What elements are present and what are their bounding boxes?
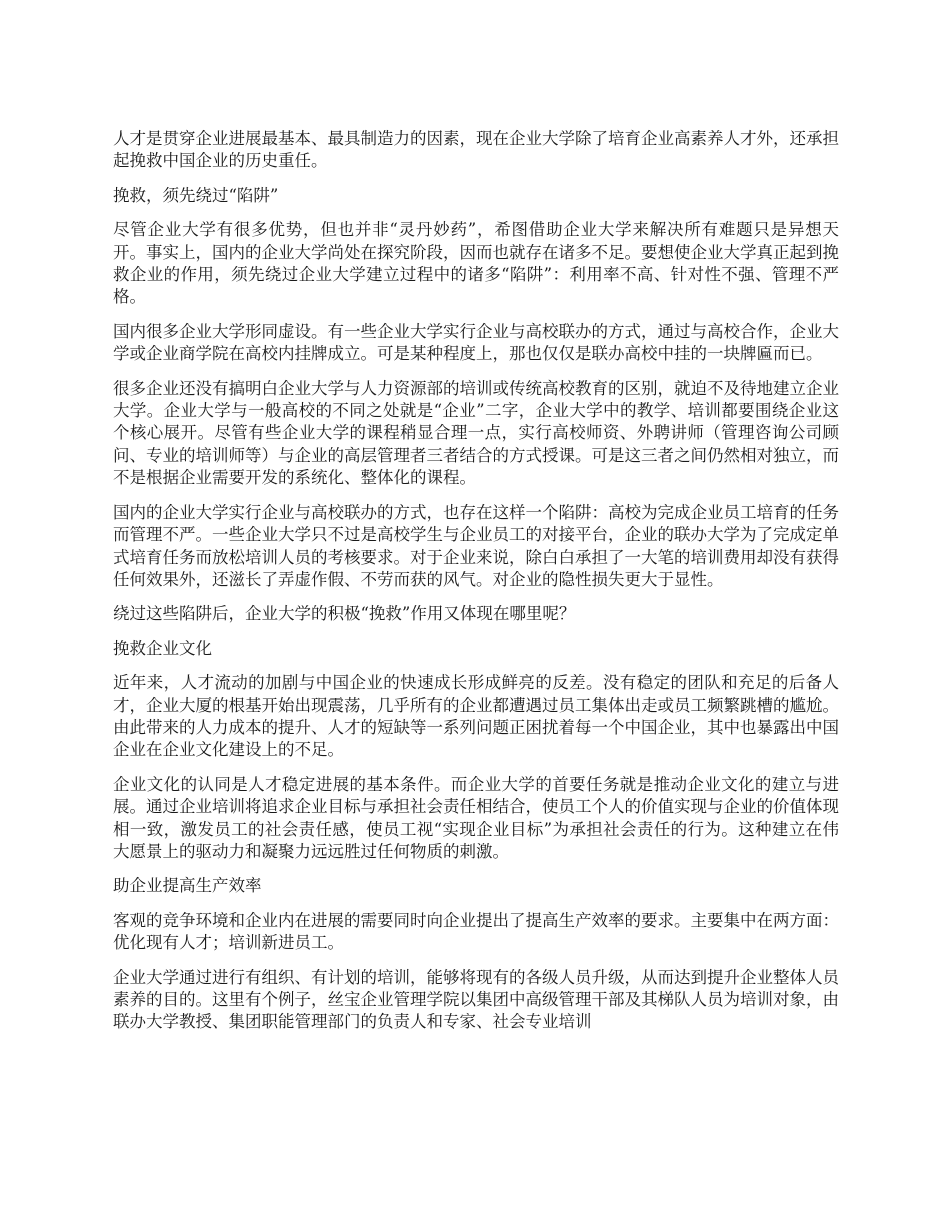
paragraph: 国内很多企业大学形同虚设。有一些企业大学实行企业与高校联办的方式，通过与高校合作，企业大学或企业商学院在高校内挂牌成立。可是某种程度上，那也仅仅是联办高校中挂的一块牌匾而已。 <box>113 321 839 364</box>
paragraph: 企业大学通过进行有组织、有计划的培训，能够将现有的各级人员升级，从而达到提升企业整体人员素养的目的。这里有个例子，丝宝企业管理学院以集团中高级管理干部及其梯队人员为培训对象，由联办大学教授、集团职能管理部门的负责人和专家、社会专业培训 <box>113 967 839 1032</box>
paragraph: 企业文化的认同是人才稳定进展的基本条件。而企业大学的首要任务就是推动企业文化的建立与进展。通过企业培训将追求企业目标与承担社会责任相结合，使员工个人的价值实现与企业的价值体现相一致，激发员工的社会责任感，使员工视“实现企业目标”为承担社会责任的行为。这种建立在伟大愿景上的驱动力和凝聚力远远胜过任何物质的刺激。 <box>113 774 839 861</box>
paragraph: 国内的企业大学实行企业与高校联办的方式，也存在这样一个陷阱：高校为完成企业员工培育的任务而管理不严。一些企业大学只不过是高校学生与企业员工的对接平台，企业的联办大学为了完成定单式培育任务而放松培训人员的考核要求。对于企业来说，除白白承担了一大笔的培训费用却没有获得任何效果外，还滋长了弄虚作假、不劳而获的风气。对企业的隐性损失更大于显性。 <box>113 502 839 589</box>
paragraph: 尽管企业大学有很多优势，但也并非“灵丹妙药”，希图借助企业大学来解决所有难题只是异想天开。事实上，国内的企业大学尚处在探究阶段，因而也就存在诸多不足。要想使企业大学真正起到挽救企业的作用，须先绕过企业大学建立过程中的诸多“陷阱”：利用率不高、针对性不强、管理不严格。 <box>113 220 839 307</box>
section-heading: 助企业提高生产效率 <box>113 876 262 896</box>
paragraph: 近年来，人才流动的加剧与中国企业的快速成长形成鲜亮的反差。没有稳定的团队和充足的后备人才，企业大厦的根基开始出现震荡，几乎所有的企业都遭遇过员工集体出走或员工频繁跳槽的尴尬。由此带来的人力成本的提升、人才的短缺等一系列问题正困扰着每一个中国企业，其中也暴露出中国企业在企业文化建设上的不足。 <box>113 673 839 760</box>
paragraph: 人才是贯穿企业进展最基本、最具制造力的因素，现在企业大学除了培育企业高素养人才外，还承担起挽救中国企业的历史重任。 <box>113 129 839 171</box>
section-heading: 绕过这些陷阱后，企业大学的积极“挽救”作用又体现在哪里呢？ <box>113 604 576 624</box>
paragraph: 很多企业还没有搞明白企业大学与人力资源部的培训或传统高校教育的区别，就迫不及待地建立企业大学。企业大学与一般高校的不同之处就是“企业”二字，企业大学中的教学、培训都要围绕企业这个核心展开。尽管有些企业大学的课程稍显合理一点，实行高校师资、外聘讲师（管理咨询公司顾问、专业的培训师等）与企业的高层管理者三者结合的方式授课。可是这三者之间仍然相对独立，而不是根据企业需要开发的系统化、整体化的课程。 <box>113 378 839 488</box>
paragraph: 客观的竞争环境和企业内在进展的需要同时向企业提出了提高生产效率的要求。主要集中在两方面：优化现有人才；培训新进员工。 <box>113 910 839 953</box>
section-heading: 挽救企业文化 <box>113 638 212 658</box>
document-body <box>113 128 839 1046</box>
section-heading: 挽救，须先绕过“陷阱” <box>113 185 279 205</box>
